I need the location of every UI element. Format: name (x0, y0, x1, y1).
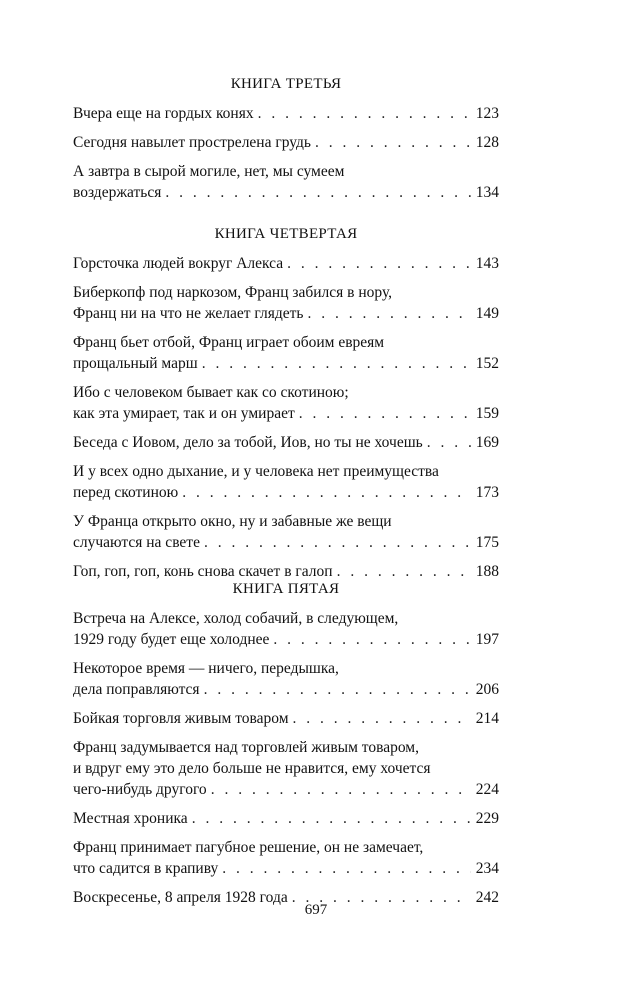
dot-leader (182, 482, 471, 503)
entry-text: Воскресенье, 8 апреля 1928 года (73, 889, 288, 906)
page-ref: 214 (475, 710, 499, 727)
page-number: 697 (304, 902, 328, 918)
page-ref: 175 (475, 534, 499, 551)
toc-entry (73, 708, 499, 729)
entry-text: 1929 году будет еще холоднее (73, 631, 270, 648)
toc-entry (73, 103, 499, 124)
dot-leader (222, 858, 471, 879)
entry-text: У Франца открыто окно, ну и забавные же вещи (73, 513, 392, 530)
page-ref: 123 (475, 105, 499, 122)
entry-text: как эта умирает, так и он умирает (73, 405, 295, 422)
entry-text: Местная хроника (73, 810, 188, 827)
dot-leader (204, 679, 471, 700)
dot-leader (337, 561, 471, 582)
toc-entry (73, 511, 499, 553)
toc-entry (73, 161, 499, 203)
toc-entry (73, 837, 499, 879)
entry-text: дела поправляются (73, 681, 200, 698)
toc-entry (73, 737, 499, 800)
book-title: КНИГА ПЯТАЯ (232, 581, 340, 597)
dot-leader (165, 182, 471, 203)
dot-leader (192, 808, 471, 829)
entry-text: чего-нибудь другого (73, 781, 207, 798)
dot-leader (293, 708, 471, 729)
toc-entry (73, 432, 499, 453)
toc-entry (73, 282, 499, 324)
book-section-four (73, 225, 499, 590)
toc-entry (73, 561, 499, 582)
toc-entry (73, 382, 499, 424)
entry-text: Франц бьет отбой, Франц играет обоим евреям (73, 334, 385, 351)
page-ref: 188 (475, 563, 499, 580)
page-ref: 173 (475, 484, 499, 501)
dot-leader (273, 629, 471, 650)
entry-text: случаются на свете (73, 534, 200, 551)
entry-text: Ибо с человеком бывает как со скотиною; (73, 384, 349, 401)
dot-leader (204, 532, 471, 553)
entry-text: воздержаться (73, 184, 162, 201)
entry-text: Сегодня навылет прострелена грудь (73, 134, 311, 151)
toc-entry (73, 658, 499, 700)
entry-text: А завтра в сырой могиле, нет, мы сумеем (73, 163, 345, 180)
entry-text: Биберкопф под наркозом, Франц забился в нору, (73, 284, 393, 301)
entry-text: перед скотиною (73, 484, 179, 501)
page-ref: 197 (475, 631, 499, 648)
dot-leader (315, 132, 471, 153)
book-section-five (73, 580, 499, 916)
entry-text: Встреча на Алексе, холод собачий, в следующем, (73, 610, 399, 627)
page-ref: 224 (475, 781, 499, 798)
entry-text: прощальный марш (73, 355, 198, 372)
page-ref: 229 (475, 810, 499, 827)
book-section-three (73, 75, 499, 211)
dot-leader (258, 103, 471, 124)
toc-entry (73, 332, 499, 374)
toc-entry (73, 132, 499, 153)
toc-entry (73, 608, 499, 650)
entry-text: И у всех одно дыхание, и у человека нет преимущества (73, 463, 439, 480)
book-title: КНИГА ТРЕТЬЯ (230, 76, 342, 92)
toc-entry (73, 253, 499, 274)
dot-leader (427, 432, 471, 453)
dot-leader (307, 303, 471, 324)
dot-leader (202, 353, 471, 374)
page-ref: 206 (475, 681, 499, 698)
toc-entry (73, 808, 499, 829)
entry-text: Бойкая торговля живым товаром (73, 710, 289, 727)
page-ref: 234 (475, 860, 499, 877)
entry-text: и вдруг ему это дело больше не нравится, ему хочется (73, 760, 431, 777)
page-ref: 128 (475, 134, 499, 151)
entry-text: Некоторое время — ничего, передышка, (73, 660, 339, 677)
page-ref: 149 (475, 305, 499, 322)
page-ref: 143 (475, 255, 499, 272)
page-ref: 242 (475, 889, 499, 906)
entry-text: Беседа с Иовом, дело за тобой, Иов, но ты не хочешь (73, 434, 423, 451)
page-ref: 152 (475, 355, 499, 372)
dot-leader (211, 779, 471, 800)
entry-text: Франц принимает пагубное решение, он не замечает, (73, 839, 424, 856)
entry-text: что садится в крапиву (73, 860, 219, 877)
entry-text: Франц ни на что не желает глядеть (73, 305, 304, 322)
page-ref: 134 (475, 184, 499, 201)
page-ref: 159 (475, 405, 499, 422)
entry-text: Вчера еще на гордых конях (73, 105, 254, 122)
page-ref: 169 (475, 434, 499, 451)
book-title: КНИГА ЧЕТВЕРТАЯ (214, 226, 358, 242)
dot-leader (287, 253, 471, 274)
entry-text: Франц задумывается над торговлей живым товаром, (73, 739, 419, 756)
toc-entry (73, 461, 499, 503)
dot-leader (299, 403, 471, 424)
entry-text: Горсточка людей вокруг Алекса (73, 255, 284, 272)
entry-text: Гоп, гоп, гоп, конь снова скачет в галоп (73, 563, 333, 580)
